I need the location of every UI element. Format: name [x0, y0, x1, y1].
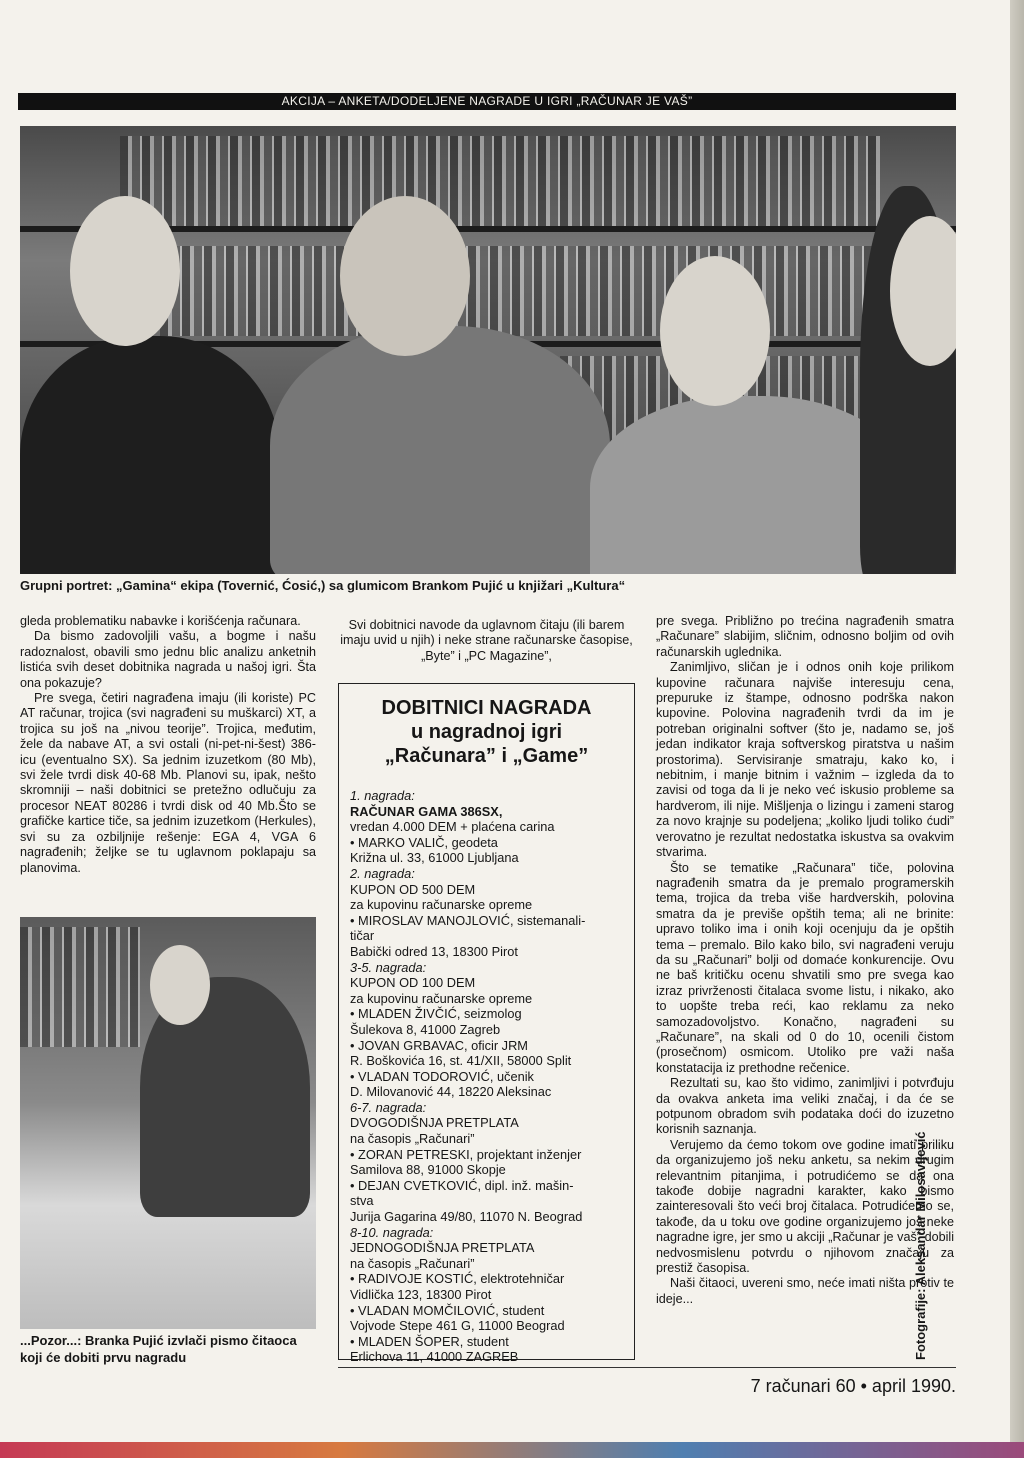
winners-list-line: KUPON OD 500 DEM — [350, 881, 476, 897]
winners-list-line: na časopis „Računari” — [350, 1131, 475, 1147]
winners-box-title — [339, 696, 634, 768]
page-footer: 7 računari 60 • april 1990. — [750, 1376, 956, 1396]
actress-face — [150, 945, 210, 1025]
bookshelf — [160, 246, 880, 336]
winners-list-line: 2. nagrada: — [350, 865, 415, 881]
winners-list-line: • MIROSLAV MANOJLOVIĆ, sistemanali- — [350, 912, 586, 928]
winners-list-line: • VLADAN TODOROVIĆ, učenik — [350, 1068, 534, 1084]
winners-list-line: Križna ul. 33, 61000 Ljubljana — [350, 850, 519, 866]
winners-box — [338, 683, 635, 1365]
bookshelf — [120, 136, 880, 226]
winners-list-line: za kupovinu računarske opreme — [350, 990, 533, 1006]
winners-list-line: KUPON OD 100 DEM — [350, 975, 476, 991]
winners-list-line: Vidlička 123, 18300 Pirot — [350, 1287, 492, 1302]
column-left — [20, 614, 316, 876]
box-title-line: u nagradnoj igri — [410, 721, 563, 743]
winners-list-line: • JOVAN GRBAVAC, oficir JRM — [350, 1037, 528, 1053]
drawing-photo — [20, 917, 316, 1329]
box-title-line: DOBITNICI NAGRADA — [381, 697, 592, 719]
winners-list-line: tičar — [350, 928, 375, 944]
winners-list-line: • MARKO VALIČ, geodeta — [350, 834, 498, 850]
winners-list-line: Samilova 88, 91000 Skopje — [350, 1162, 506, 1178]
winners-list-line: Erlichova 11, 41000 ZAGREB — [350, 1349, 519, 1365]
winners-list-line: Šulekova 8, 41000 Zagreb — [350, 1021, 501, 1037]
winners-list-line: stva — [350, 1193, 374, 1209]
box-title-line: „Računara” i „Game” — [384, 745, 589, 767]
winners-list-line: Vojvode Stepe 461 G, 11000 Beograd — [350, 1318, 565, 1334]
person-bearded-face — [340, 196, 470, 356]
winners-list-line: R. Boškovića 16, st. 41/XII, 58000 Split — [350, 1053, 572, 1069]
winners-list-line: • VLADAN MOMČILOVIĆ, student — [350, 1302, 545, 1318]
paragraph: Što se tematike „Računara” tiče, polovina nagrađenih smatra da je premalo programerskih tema, trojica da treba više hardverskih, polovina smatra da je previše opštih tema; ali ne brinite: upravo toliko ima i onih koji ocenjuju da je opštih tema – premalo. Bilo kako bilo, svi nagrađeni veruju da su „Računari” bolji od domaće konkurencije. Ovu ne baš kritičku ocenu shvatili smo pre svega kao izraz privrženosti čitalaca svome listu, i nikako, ako to uopšte treba reći, kao reklamu za neko samozadovoljstvo. Konačno, nagrađeni su „Računare”, na skali od 0 do 10, ocenili čistom (prosečnom) osmicom. Utoliko pre važi naša konstatacija iz prethodne rečenice. — [656, 860, 954, 1075]
person-left-face — [70, 196, 180, 346]
winners-list-line: • DEJAN CVETKOVIĆ, dipl. inž. mašin- — [350, 1177, 574, 1193]
winners-list-line: DVOGODIŠNJA PRETPLATA — [350, 1115, 519, 1131]
winners-list-line: Babički odred 13, 18300 Pirot — [350, 943, 518, 959]
person-bearded — [270, 326, 610, 574]
paragraph: Naši čitaoci, uvereni smo, neće imati ništa protiv te ideje... — [656, 1276, 954, 1306]
paragraph: Zanimljivo, sličan je i odnos onih koje prilikom kupovine računara najviše interesuju cena, prepuruke iz štampe, odnosno podrška nakon kupovine. Polovina nagrađenih tvrdi da im je potreban originalni softver (što je, nadamo se, još jedan indikator kraja softverskog piratstva u našim prostorima). Servisiranje smatraju, kako ko, i nebitnim, i manje bitnim i važnim – izgleda da to zavisi od toga da li je neko već iskusio probleme sa hardverom, ili nije. Mišljenja o lizingu i zameni starog za novo krajnje su podeljena; „koliko ljudi toliko ćudi” verovatno je rezultat nedostatka iskustva sa ovakvim stvarima. — [656, 660, 954, 860]
column-middle-intro: Svi dobitnici navode da uglavnom čitaju (ili barem imaju uvid u njih) i neke strane računarske časopise, „Byte” i „PC Magazine”, — [340, 618, 633, 663]
winners-list-line: 8-10. nagrada: — [350, 1224, 434, 1240]
winners-list-line: 1. nagrada: — [350, 788, 415, 803]
footer-rule — [338, 1367, 956, 1368]
main-photo-caption: Grupni portret: „Gamina“ ekipa (Tovernić, Ćosić,) sa glumicom Brankom Pujić u knjižari „Kultura“ — [20, 578, 626, 593]
winners-list-line: • RADIVOJE KOSTIĆ, elektrotehničar — [350, 1271, 565, 1287]
bookshelf — [20, 927, 140, 1047]
column-right — [656, 614, 954, 1307]
winners-list — [350, 788, 630, 1365]
paragraph: pre svega. Približno po trećina nagrađenih smatra „Računare” slabijim, sličnim, odnosno boljim od ovih računarskih uglednika. — [656, 614, 954, 659]
paragraph: gleda problematiku nabavke i korišćenja računara. — [20, 614, 301, 628]
paragraph: Da bismo zadovoljili vašu, a bogme i našu radoznalost, obavili smo jednu blic analizu anketnih listića svih deset dobitnika nagrada u našoj igri. Šta ona pokazuje? — [20, 629, 316, 690]
winners-list-line: • MLADEN ŠOPER, student — [350, 1333, 509, 1349]
winners-list-line: RAČUNAR GAMA 386SX, — [350, 803, 503, 819]
person-left — [20, 336, 280, 574]
small-photo-caption: ...Pozor...: Branka Pujić izvlači pismo čitaoca koji će dobiti prvu nagradu — [20, 1333, 297, 1365]
winners-list-line: 6-7. nagrada: — [350, 1099, 427, 1115]
group-portrait-photo — [20, 126, 956, 574]
paragraph: Verujemo da ćemo tokom ove godine imati priliku da organizujemo još neku anketu, sa nekim drugim relevantnim pitanjima, i potrudićemo se da ona takođe dobije nagradni karakter, kako bismo zainteresovali što veći broj čitalaca. Potrudićemo se, takođe, da u toku ove godine organizujemo još neke nagradne igre, jer smo u akciji „Računar je vaš” dobili nedvosmislenu potvrdu o njihovom značaju za prestiž časopisa. — [656, 1137, 954, 1276]
paragraph: Pre svega, četiri nagrađena imaju (ili koriste) PC AT računar, trojica (svi nagrađeni su muškarci) XT, a trojica su još na „nivou teorije”. Trojica, međutim, žele da nabave AT, a svi ostali (ni-pet-ni-šest) 386-icu (eventualno SX). Sa jednim izuzetkom (80 Mb), svi žele tvrdi disk 40-68 Mb. Planovi su, ipak, nešto skromniji – naši dobitnici se pretežno odlučuju za procesor NEAT 80286 i tvrdi disk od 40 Mb.Što se grafičke kartice tiče, sa jednim izuzetkom (Herkules), svi su za ozbiljnije rešenje: EGA 4, VGA 6 nagrađenih; željke se tu uglavnom poklapaju sa planovima. — [20, 691, 316, 875]
winners-list-line: JEDNOGODIŠNJA PRETPLATA — [350, 1240, 535, 1256]
winners-list-line: • ZORAN PETRESKI, projektant inženjer — [350, 1146, 582, 1162]
winners-list-line: • MLADEN ŽIVČIĆ, seizmolog — [350, 1006, 522, 1022]
winners-list-line: D. Milovanović 44, 18220 Aleksinac — [350, 1084, 552, 1100]
winners-list-line: 3-5. nagrada: — [350, 959, 427, 975]
winners-list-line: za kupovinu računarske opreme — [350, 897, 533, 913]
section-header: AKCIJA – ANKETA/DODELJENE NAGRADE U IGRI „RAČUNAR JE VAŠ” — [18, 93, 956, 110]
scan-edge — [0, 1442, 1024, 1458]
winners-list-line: na časopis „Računari” — [350, 1255, 475, 1271]
page-spine — [1010, 0, 1024, 1458]
photo-credit: Fotografije: Aleksandar Milosavljević — [913, 1131, 928, 1360]
winners-list-line: vredan 4.000 DEM + plaćena carina — [350, 819, 555, 835]
paragraph: Rezultati su, kao što vidimo, zanimljivi i potvrđuju da ovakva anketa ima veliki značaj, i da će se potpunom obradom svih podataka doći do izuzetno korisnih saznanja. — [656, 1076, 954, 1137]
winners-list-line: Jurija Gagarina 49/80, 11070 N. Beograd — [350, 1209, 583, 1225]
person-woman-face — [660, 256, 770, 406]
